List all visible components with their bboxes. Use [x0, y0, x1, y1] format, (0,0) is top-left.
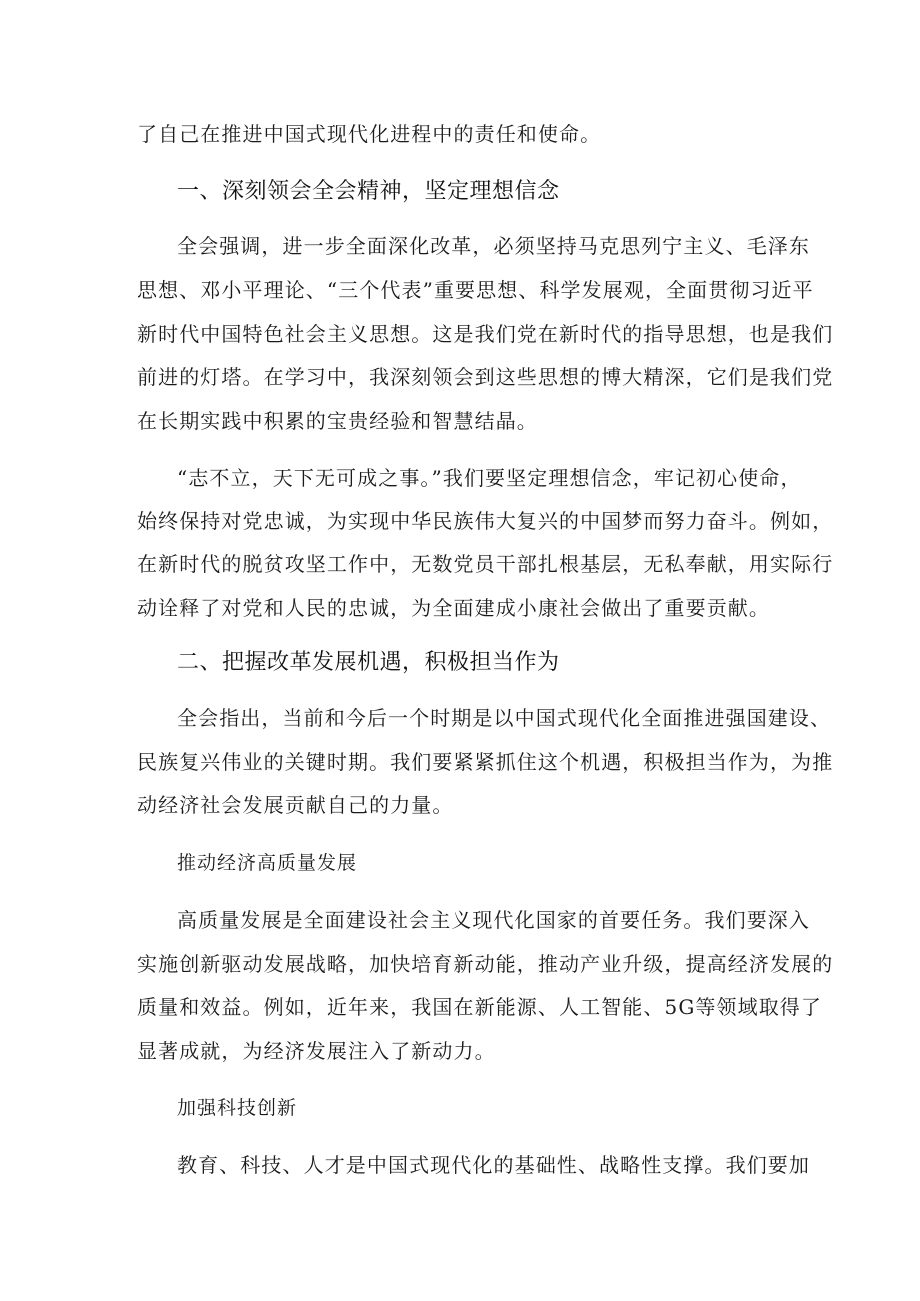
paragraph-line: 民族复兴伟业的关键时期。我们要紧紧抓住这个机遇，积极担当作为，为推 [137, 750, 834, 774]
paragraph-line: 实施创新驱动发展战略，加快培育新动能，推动产业升级，提高经济发展的 [137, 952, 834, 976]
section-heading-1: 一、深刻领会全会精神，坚定理想信念 [177, 179, 560, 204]
paragraph-line: 在新时代的脱贫攻坚工作中，无数党员干部扎根基层，无私奉献，用实际行 [137, 552, 834, 576]
paragraph-line: 显著成就，为经济发展注入了新动力。 [137, 1039, 496, 1063]
paragraph-line: 前进的灯塔。在学习中，我深刻领会到这些思想的博大精深，它们是我们党 [137, 365, 834, 389]
paragraph-line: 全会强调，进一步全面深化改革，必须坚持马克思列宁主义、毛泽东 [177, 234, 810, 258]
paragraph-line: 思想、邓小平理论、“三个代表”重要思想、科学发展观，全面贯彻习近平 [137, 278, 814, 302]
paragraph-line: 动经济社会发展贡献自己的力量。 [137, 793, 454, 817]
paragraph-line: 高质量发展是全面建设社会主义现代化国家的首要任务。我们要深入 [177, 908, 810, 932]
subheading-2: 加强科技创新 [177, 1097, 298, 1119]
paragraph-line: 质量和效益。例如，近年来，我国在新能源、人工智能、5G等领域取得了 [137, 995, 823, 1019]
paragraph-line: “志不立，天下无可成之事。”我们要坚定理想信念，牢记初心使命， [177, 466, 802, 490]
intro-line: 了自己在推进中国式现代化进程中的责任和使命。 [137, 122, 602, 146]
paragraph-line: 动诠释了对党和人民的忠诚，为全面建成小康社会做出了重要贡献。 [137, 596, 770, 620]
paragraph-line: 全会指出，当前和今后一个时期是以中国式现代化全面推进强国建设、 [177, 706, 832, 730]
paragraph-line: 在长期实践中积累的宝贵经验和智慧结晶。 [137, 409, 538, 433]
subheading-1: 推动经济高质量发展 [177, 852, 358, 874]
paragraph-line: 新时代中国特色社会主义思想。这是我们党在新时代的指导思想，也是我们 [137, 322, 834, 346]
section-heading-2: 二、把握改革发展机遇，积极担当作为 [177, 650, 560, 675]
paragraph-line: 始终保持对党忠诚，为实现中华民族伟大复兴的中国梦而努力奋斗。例如， [137, 509, 834, 533]
paragraph-line: 教育、科技、人才是中国式现代化的基础性、战略性支撑。我们要加 [177, 1153, 810, 1177]
